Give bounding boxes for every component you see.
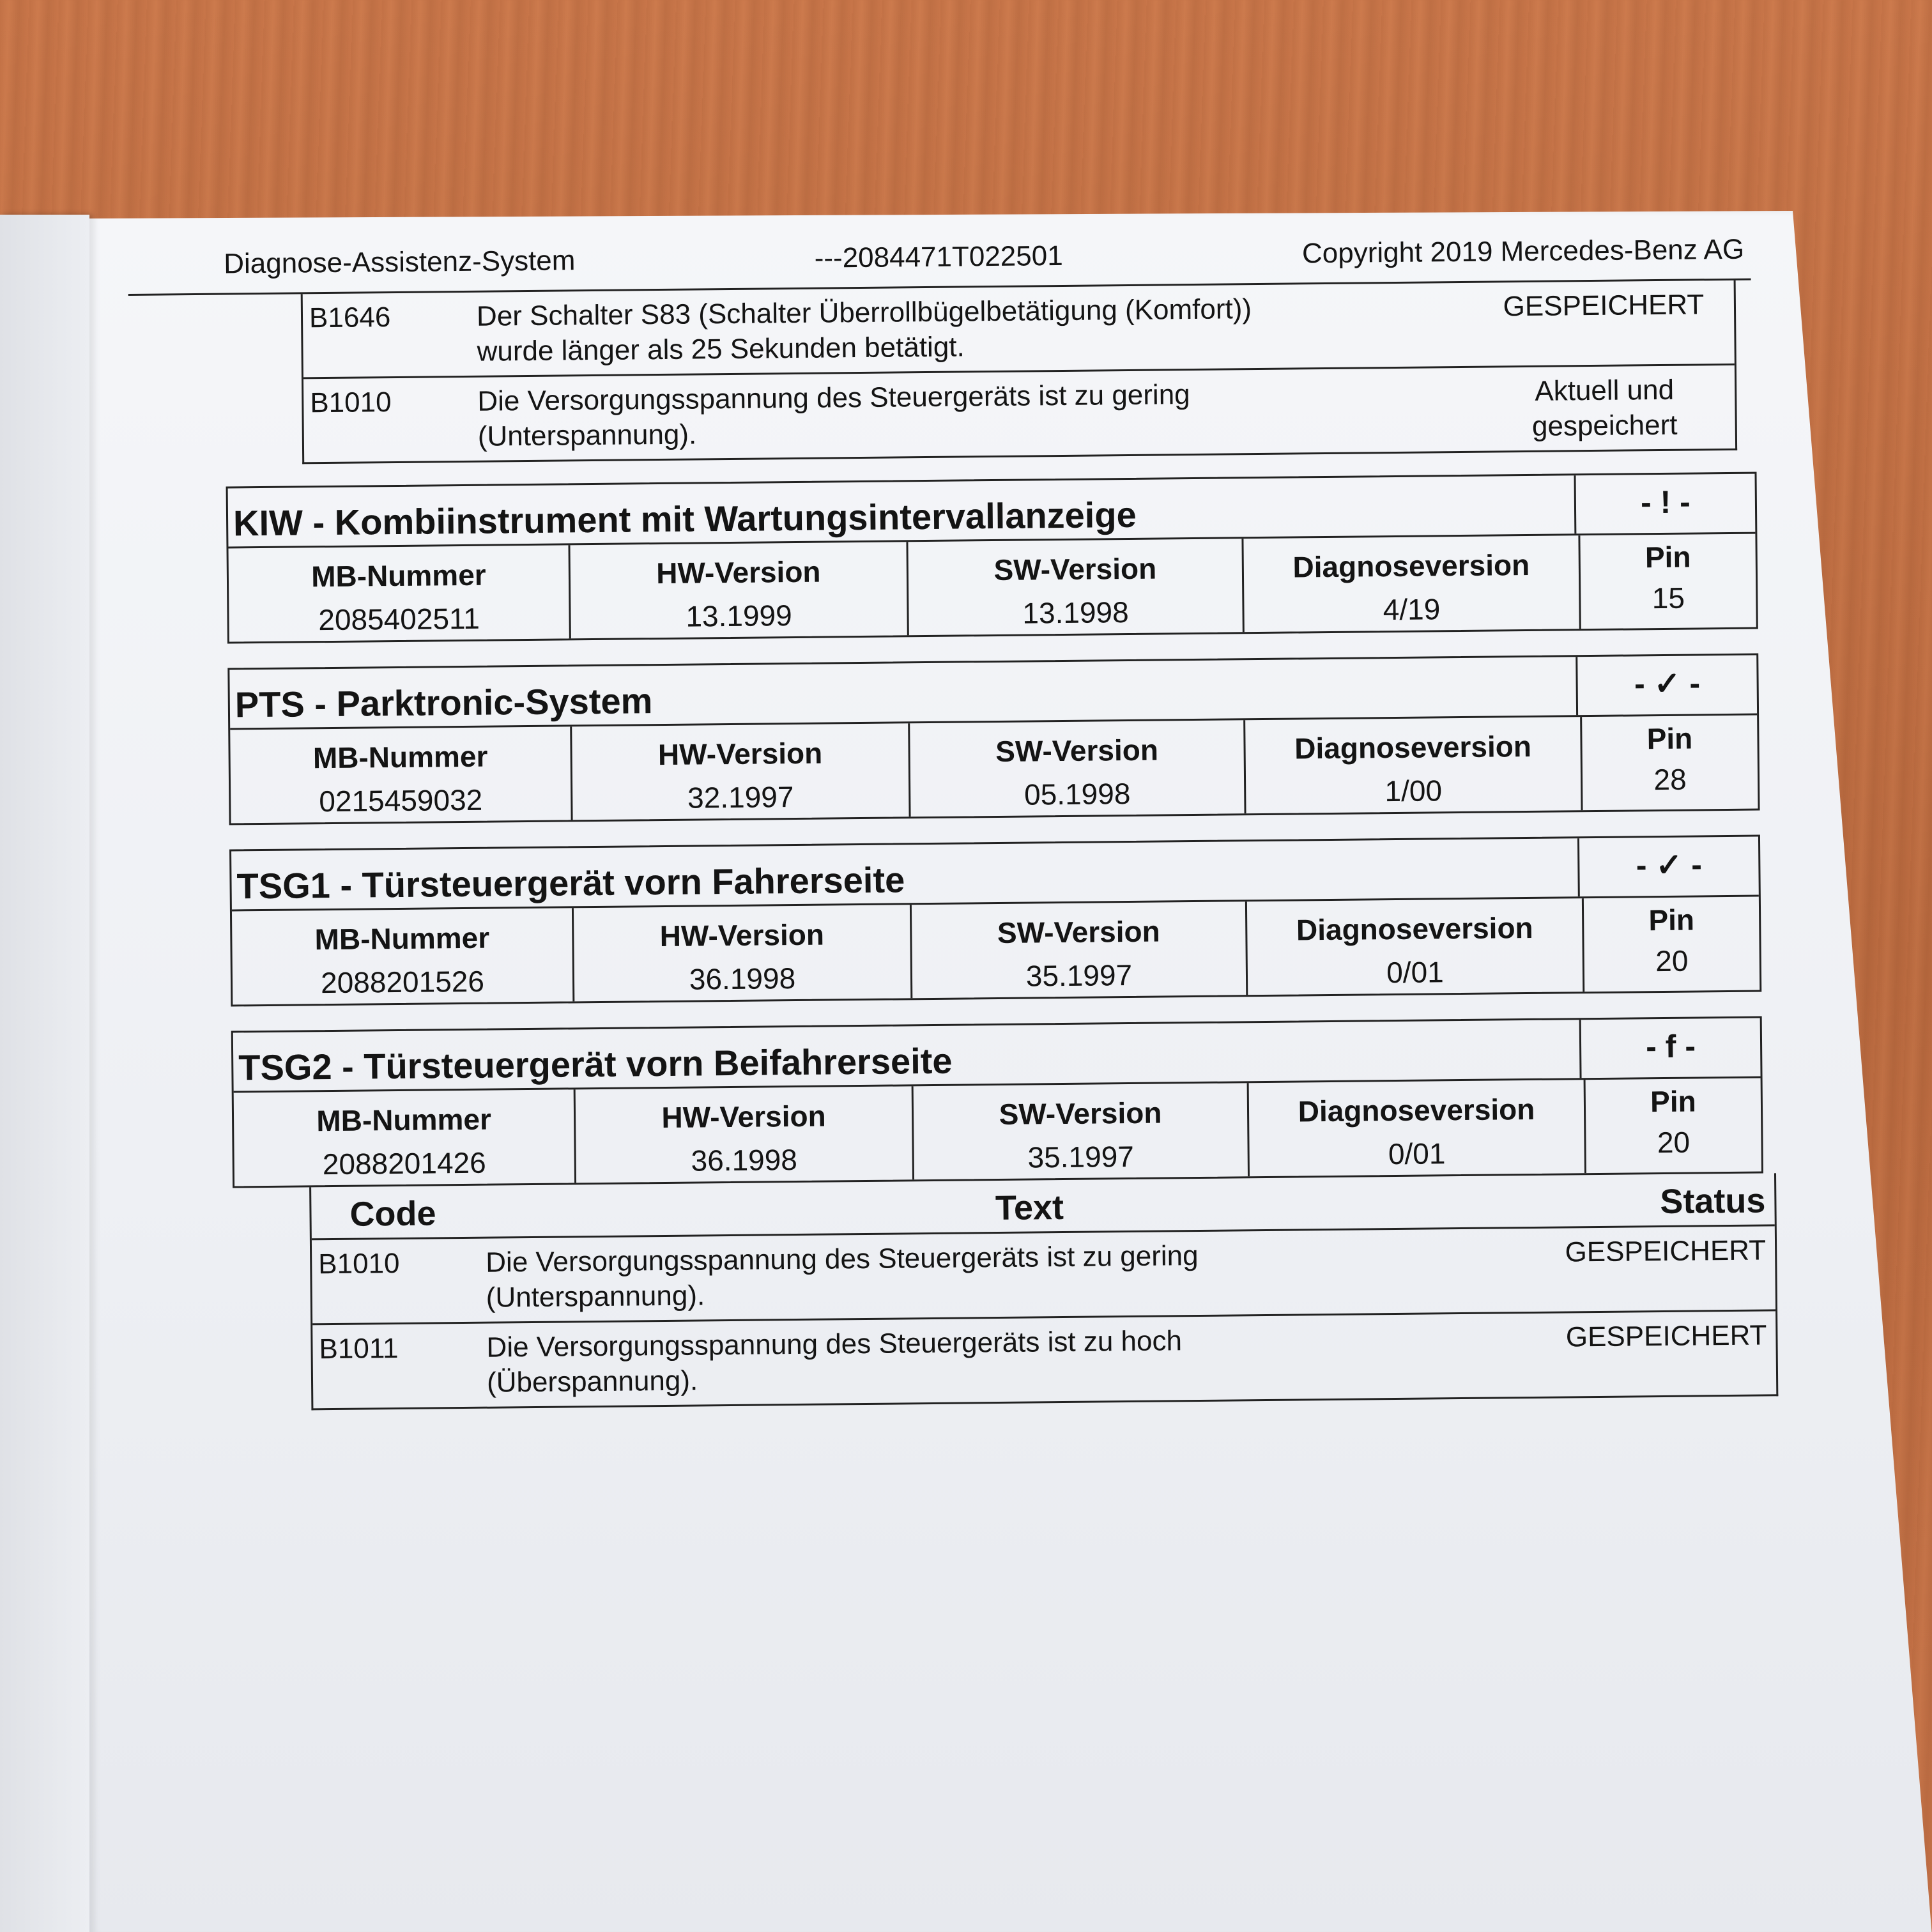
back-paper-sheet	[0, 215, 89, 1932]
module-cells	[230, 716, 1758, 824]
pin-value: 28	[1653, 762, 1687, 797]
module-cells	[229, 534, 1756, 642]
pin-value: 20	[1655, 944, 1689, 978]
fault-text-line: wurde länger als 25 Sekunden betätigt.	[477, 331, 965, 367]
fault-text	[486, 1320, 1524, 1400]
fault-text-line: Die Versorgungsspannung des Steuergeräts ist zu gering	[486, 1239, 1199, 1278]
pin-label: Pin	[1644, 540, 1691, 574]
fault-status-line: Aktuell und	[1535, 374, 1675, 407]
fault-status: GESPEICHERT	[1565, 1319, 1767, 1353]
col-code-header: Code	[349, 1194, 436, 1234]
document-id: ---2084471T022501	[814, 240, 1063, 274]
hw-version-cell	[570, 723, 908, 820]
sw-version-cell	[908, 720, 1244, 816]
mb-number-value: 2088201526	[320, 964, 485, 1000]
module-status-flag: - ✓ -	[1577, 837, 1759, 897]
fault-status-line: GESPEICHERT	[1503, 289, 1705, 323]
fault-text-line: Die Versorgungsspannung des Steuergeräts ist zu hoch	[486, 1325, 1183, 1363]
col-text-header: Text	[995, 1188, 1064, 1228]
hw-version-value: 36.1998	[691, 1143, 798, 1177]
document-content	[128, 233, 1767, 1412]
fault-status-line: gespeichert	[1531, 409, 1678, 442]
tsg2-fault-table	[309, 1173, 1778, 1410]
diag-version-label: Diagnoseversion	[1298, 1092, 1535, 1128]
fault-status: GESPEICHERT	[1565, 1234, 1767, 1268]
diag-version-label: Diagnoseversion	[1294, 729, 1532, 765]
hw-version-label: HW-Version	[661, 1099, 826, 1135]
mb-number-label: MB-Nummer	[314, 921, 490, 956]
module-status-flag: - ! -	[1574, 474, 1756, 534]
diag-version-label: Diagnoseversion	[1296, 910, 1533, 947]
fault-row	[303, 364, 1735, 462]
pin-label: Pin	[1646, 721, 1693, 756]
module-title: TSG1 - Türsteuergerät vorn Fahrerseite	[236, 859, 905, 907]
top-fault-table	[301, 280, 1737, 464]
hw-version-label: HW-Version	[659, 917, 825, 953]
module-pts	[227, 654, 1759, 825]
hw-version-cell	[574, 1086, 912, 1183]
fault-text	[486, 1235, 1524, 1315]
fault-code: B1010	[318, 1247, 400, 1280]
col-status-header: Status	[1660, 1181, 1766, 1222]
sw-version-value: 35.1997	[1025, 958, 1133, 993]
sw-version-value: 13.1998	[1022, 595, 1129, 630]
hw-version-label: HW-Version	[657, 736, 823, 772]
sw-version-label: SW-Version	[997, 914, 1160, 949]
module-cells	[234, 1078, 1761, 1186]
module-status-flag: - ✓ -	[1575, 656, 1757, 716]
fault-text-line: Der Schalter S83 (Schalter Überrollbügelbetätigung (Komfort))	[476, 293, 1252, 332]
module-title: TSG2 - Türsteuergerät vorn Beifahrerseite	[238, 1040, 953, 1088]
fault-text-line: (Unterspannung).	[477, 418, 697, 452]
fault-text-line: (Überspannung).	[486, 1365, 698, 1399]
pin-cell	[1580, 716, 1758, 811]
copyright: Copyright 2019 Mercedes-Benz AG	[1301, 233, 1745, 270]
hw-version-value: 32.1997	[687, 780, 794, 815]
diag-version-cell	[1241, 535, 1579, 632]
diag-version-value: 1/00	[1384, 774, 1443, 808]
fault-row	[312, 1224, 1775, 1323]
hw-version-label: HW-Version	[656, 555, 821, 590]
module-status-flag: - f -	[1579, 1018, 1761, 1078]
mb-number-label: MB-Nummer	[310, 558, 486, 594]
pin-cell	[1584, 1078, 1761, 1174]
module-title: KIW - Kombiinstrument mit Wartungsintervallanzeige	[233, 494, 1137, 544]
mb-number-cell	[230, 726, 571, 823]
sw-version-value: 05.1998	[1023, 776, 1131, 811]
mb-number-cell	[234, 1089, 574, 1186]
system-name: Diagnose-Assistenz-System	[223, 245, 576, 280]
diag-version-cell	[1243, 717, 1581, 813]
pin-label: Pin	[1648, 903, 1695, 937]
mb-number-value: 2085402511	[318, 601, 480, 637]
module-kiw	[226, 472, 1758, 644]
sw-version-value: 35.1997	[1027, 1139, 1135, 1174]
fault-status	[1482, 287, 1726, 360]
fault-text	[477, 374, 1483, 454]
sw-version-cell	[912, 1083, 1248, 1179]
pin-value: 15	[1652, 581, 1685, 615]
fault-code: B1010	[310, 387, 392, 419]
module-cells	[232, 897, 1759, 1005]
fault-text	[477, 289, 1483, 369]
module-title: PTS - Parktronic-System	[234, 680, 653, 725]
mb-number-value: 0215459032	[319, 783, 483, 818]
diag-version-label: Diagnoseversion	[1292, 548, 1530, 584]
mb-number-label: MB-Nummer	[312, 739, 488, 775]
sw-version-label: SW-Version	[995, 733, 1159, 768]
hw-version-value: 13.1999	[686, 599, 792, 633]
diag-version-value: 4/19	[1383, 592, 1441, 627]
module-tsg1	[229, 835, 1761, 1007]
sw-version-cell	[906, 539, 1242, 635]
sw-version-label: SW-Version	[999, 1096, 1162, 1131]
mb-number-cell	[229, 545, 569, 641]
fault-code: B1011	[319, 1333, 399, 1365]
pin-cell	[1582, 897, 1759, 992]
diag-version-value: 0/01	[1386, 955, 1444, 990]
fault-code: B1646	[309, 302, 391, 334]
fault-row	[303, 280, 1735, 377]
fault-status	[1483, 372, 1726, 445]
mb-number-value: 2088201426	[322, 1146, 486, 1181]
module-tsg2	[231, 1016, 1763, 1188]
diag-version-value: 0/01	[1388, 1137, 1446, 1171]
fault-text-line: Die Versorgungsspannung des Steuergeräts ist zu gering	[477, 379, 1190, 417]
hw-version-cell	[572, 905, 910, 1001]
pin-value: 20	[1657, 1125, 1690, 1160]
sw-version-cell	[910, 901, 1246, 998]
pin-cell	[1578, 534, 1756, 629]
hw-version-value: 36.1998	[689, 962, 796, 996]
fault-row	[312, 1309, 1776, 1408]
pin-label: Pin	[1650, 1084, 1696, 1119]
mb-number-label: MB-Nummer	[316, 1102, 492, 1138]
diag-version-cell	[1245, 898, 1583, 995]
mb-number-cell	[232, 908, 572, 1004]
sw-version-label: SW-Version	[993, 551, 1157, 587]
hw-version-cell	[568, 542, 907, 638]
fault-text-line: (Unterspannung).	[486, 1280, 705, 1314]
diag-version-cell	[1247, 1080, 1584, 1176]
